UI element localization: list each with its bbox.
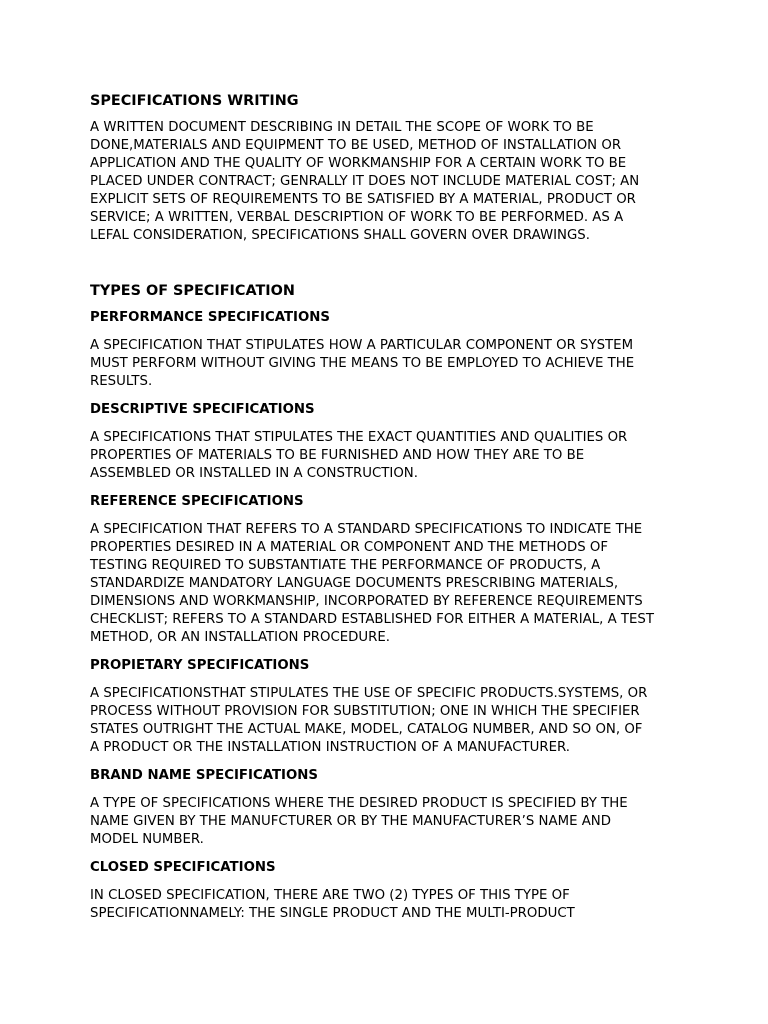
section-paragraph	[90, 429, 682, 483]
section-brand-name	[90, 767, 682, 849]
paragraph-line: SERVICE; A WRITTEN, VERBAL DESCRIPTION OF WORK TO BE PERFORMED. AS A	[90, 210, 624, 225]
paragraph-line: A SPECIFICATIONSTHAT STIPULATES THE USE OF SPECIFIC PRODUCTS.SYSTEMS, OR	[90, 686, 648, 701]
section-title: DESCRIPTIVE SPECIFICATIONS	[90, 402, 315, 417]
paragraph-line: STATES OUTRIGHT THE ACTUAL MAKE, MODEL, CATALOG NUMBER, AND SO ON, OF	[90, 722, 643, 737]
paragraph-line: SPECIFICATIONNAMELY: THE SINGLE PRODUCT AND THE MULTI-PRODUCT	[90, 906, 575, 921]
paragraph-line: ASSEMBLED OR INSTALLED IN A CONSTRUCTION.	[90, 466, 418, 481]
section-closed	[90, 859, 682, 923]
paragraph-line: PLACED UNDER CONTRACT; GENRALLY IT DOES NOT INCLUDE MATERIAL COST; AN	[90, 174, 640, 189]
paragraph-line: METHOD, OR AN INSTALLATION PROCEDURE.	[90, 630, 390, 645]
section-proprietary	[90, 657, 682, 757]
section-paragraph	[90, 795, 682, 849]
paragraph-line: PROPERTIES OF MATERIALS TO BE FURNISHED AND HOW THEY ARE TO BE	[90, 448, 585, 463]
paragraph-line: TESTING REQUIRED TO SUBSTANTIATE THE PERFORMANCE OF PRODUCTS, A	[90, 558, 601, 573]
paragraph-line: A PRODUCT OR THE INSTALLATION INSTRUCTION OF A MANUFACTURER.	[90, 740, 571, 755]
paragraph-line: A SPECIFICATION THAT REFERS TO A STANDARD SPECIFICATIONS TO INDICATE THE	[90, 522, 643, 537]
paragraph-line: A TYPE OF SPECIFICATIONS WHERE THE DESIRED PRODUCT IS SPECIFIED BY THE	[90, 796, 628, 811]
section-paragraph	[90, 337, 682, 391]
paragraph-line: CHECKLIST; REFERS TO A STANDARD ESTABLISHED FOR EITHER A MATERIAL, A TEST	[90, 612, 654, 627]
section-title: PROPIETARY SPECIFICATIONS	[90, 658, 310, 673]
section-title: BRAND NAME SPECIFICATIONS	[90, 768, 319, 783]
section-descriptive	[90, 401, 682, 483]
section-title: CLOSED SPECIFICATIONS	[90, 860, 276, 875]
paragraph-line: APPLICATION AND THE QUALITY OF WORKMANSHIP FOR A CERTAIN WORK TO BE	[90, 156, 627, 171]
types-heading: TYPES OF SPECIFICATION	[90, 283, 295, 299]
paragraph-line: STANDARDIZE MANDATORY LANGUAGE DOCUMENTS PRESCRIBING MATERIALS,	[90, 576, 619, 591]
section-paragraph	[90, 685, 682, 757]
paragraph-line: NAME GIVEN BY THE MANUFCTURER OR BY THE MANUFACTURER’S NAME AND	[90, 814, 611, 829]
document-title: SPECIFICATIONS WRITING	[90, 93, 299, 109]
paragraph-line: A SPECIFICATIONS THAT STIPULATES THE EXACT QUANTITIES AND QUALITIES OR	[90, 430, 628, 445]
paragraph-line: MUST PERFORM WITHOUT GIVING THE MEANS TO BE EMPLOYED TO ACHIEVE THE	[90, 356, 635, 371]
section-paragraph	[90, 887, 682, 923]
paragraph-line: A WRITTEN DOCUMENT DESCRIBING IN DETAIL THE SCOPE OF WORK TO BE	[90, 120, 594, 135]
paragraph-line: MODEL NUMBER.	[90, 832, 204, 847]
paragraph-line: A SPECIFICATION THAT STIPULATES HOW A PARTICULAR COMPONENT OR SYSTEM	[90, 338, 634, 353]
section-title: PERFORMANCE SPECIFICATIONS	[90, 310, 330, 325]
section-paragraph	[90, 521, 682, 647]
paragraph-line: IN CLOSED SPECIFICATION, THERE ARE TWO (2) TYPES OF THIS TYPE OF	[90, 888, 570, 903]
intro-paragraph	[90, 119, 682, 245]
section-performance	[90, 309, 682, 391]
paragraph-line: RESULTS.	[90, 374, 153, 389]
paragraph-line: DIMENSIONS AND WORKMANSHIP, INCORPORATED BY REFERENCE REQUIREMENTS	[90, 594, 643, 609]
paragraph-line: PROCESS WITHOUT PROVISION FOR SUBSTITUTION; ONE IN WHICH THE SPECIFIER	[90, 704, 640, 719]
paragraph-line: LEFAL CONSIDERATION, SPECIFICATIONS SHALL GOVERN OVER DRAWINGS.	[90, 228, 590, 243]
section-title: REFERENCE SPECIFICATIONS	[90, 494, 304, 509]
paragraph-line: DONE,MATERIALS AND EQUIPMENT TO BE USED, METHOD OF INSTALLATION OR	[90, 138, 622, 153]
section-reference	[90, 493, 682, 647]
paragraph-line: PROPERTIES DESIRED IN A MATERIAL OR COMPONENT AND THE METHODS OF	[90, 540, 609, 555]
paragraph-line: EXPLICIT SETS OF REQUIREMENTS TO BE SATISFIED BY A MATERIAL, PRODUCT OR	[90, 192, 636, 207]
document-page	[90, 91, 682, 933]
